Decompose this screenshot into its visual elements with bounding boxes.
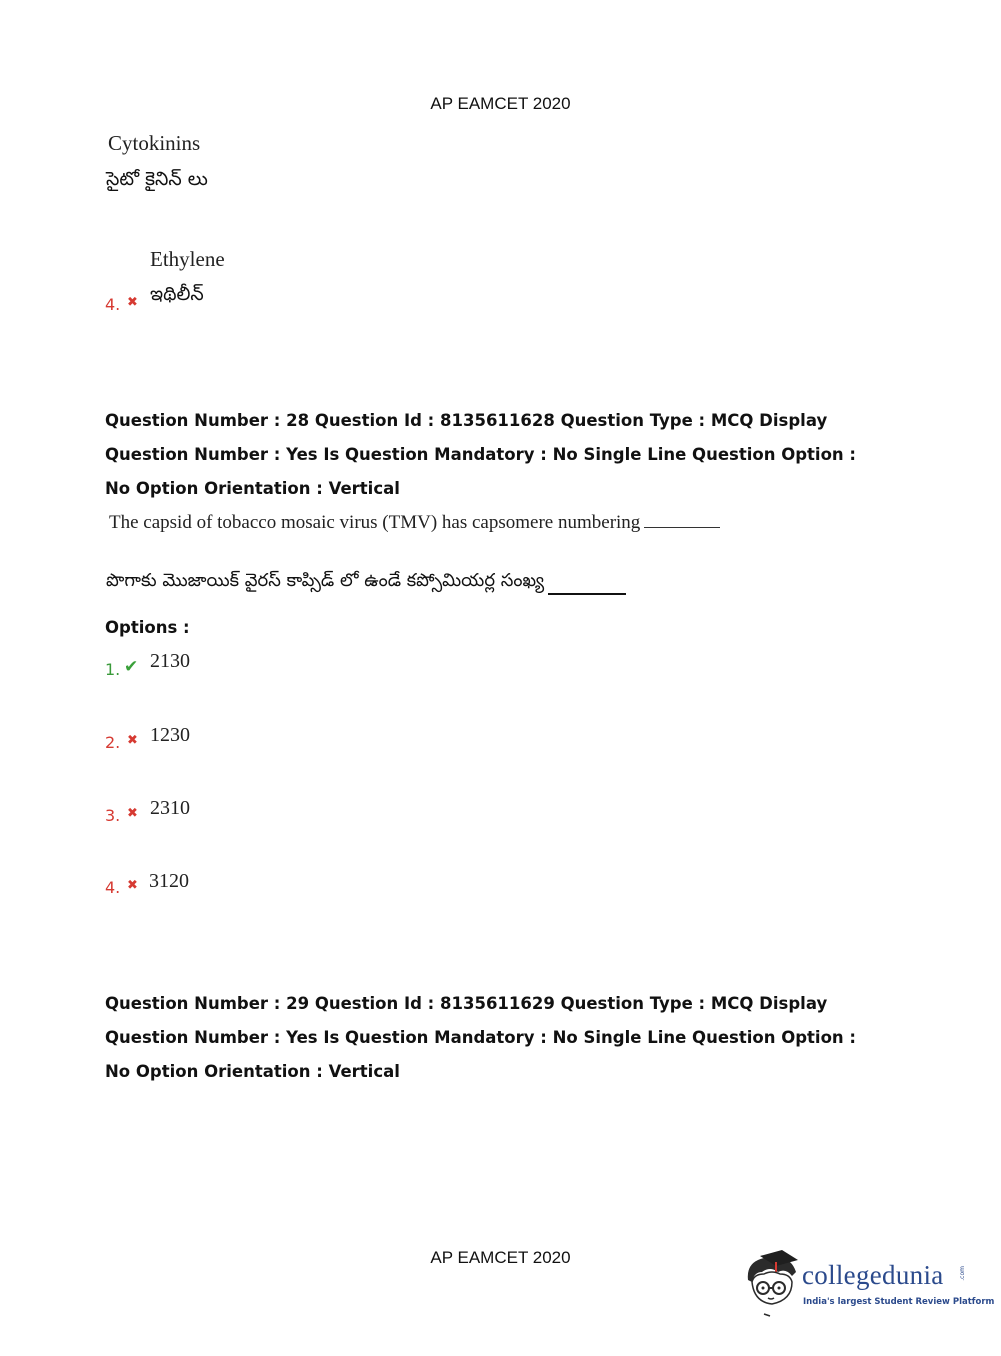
option-number: 3. bbox=[105, 806, 121, 825]
question-meta: Question Number : 28 Question Id : 8135611628 Question Type : MCQ Display Question Number : Yes Is Question Mandatory : No Single Line Question Option : No Option Orientation : Vertical bbox=[105, 411, 857, 498]
logo-com: .com bbox=[959, 1266, 966, 1281]
wrong-mark-icon: ✖ bbox=[127, 806, 138, 821]
option-telugu-text: ఇథిలీన్ bbox=[150, 283, 204, 305]
wrong-mark-icon: ✖ bbox=[127, 733, 138, 748]
page-header: AP EAMCET 2020 bbox=[430, 94, 571, 113]
logo-tagline: India's largest Student Review Platform bbox=[803, 1297, 995, 1307]
mascot-icon bbox=[742, 1250, 802, 1320]
wrong-mark-icon: ✖ bbox=[127, 878, 138, 893]
question-text-telugu-content: పొగాకు మొజాయిక్ వైరస్ కాప్సిడ్ లో ఉండే కప్సోమియర్ల సంఖ్య bbox=[106, 570, 545, 591]
option-value: 2310 bbox=[150, 797, 190, 819]
question-text-english bbox=[109, 512, 720, 534]
option-number: 1. bbox=[105, 660, 121, 679]
option-value: 3120 bbox=[149, 870, 189, 892]
option-number: 4. bbox=[105, 295, 121, 314]
option-number: 4. bbox=[105, 878, 121, 897]
option-value: 2130 bbox=[150, 650, 190, 672]
wrong-mark-icon: ✖ bbox=[127, 295, 138, 310]
question-meta: Question Number : 29 Question Id : 8135611629 Question Type : MCQ Display Question Number : Yes Is Question Mandatory : No Single Line Question Option : No Option Orientation : Vertical bbox=[105, 994, 857, 1081]
page-footer: AP EAMCET 2020 bbox=[430, 1248, 571, 1267]
answer-blank bbox=[548, 593, 626, 595]
question-text-telugu bbox=[106, 570, 626, 595]
option-english-text: Ethylene bbox=[150, 247, 225, 271]
correct-check-icon: ✔ bbox=[124, 657, 139, 677]
question-text-english-content: The capsid of tobacco mosaic virus (TMV) has capsomere numbering bbox=[109, 512, 641, 533]
options-label: Options : bbox=[105, 618, 190, 637]
option-english-text: Cytokinins bbox=[108, 131, 201, 155]
option-value: 1230 bbox=[150, 724, 190, 746]
option-number: 2. bbox=[105, 733, 121, 752]
logo-wordmark: collegedunia bbox=[802, 1260, 944, 1290]
collegedunia-logo bbox=[742, 1250, 995, 1320]
option-telugu-text: సైటో కైనిన్ లు bbox=[106, 168, 208, 190]
answer-blank bbox=[644, 527, 720, 528]
